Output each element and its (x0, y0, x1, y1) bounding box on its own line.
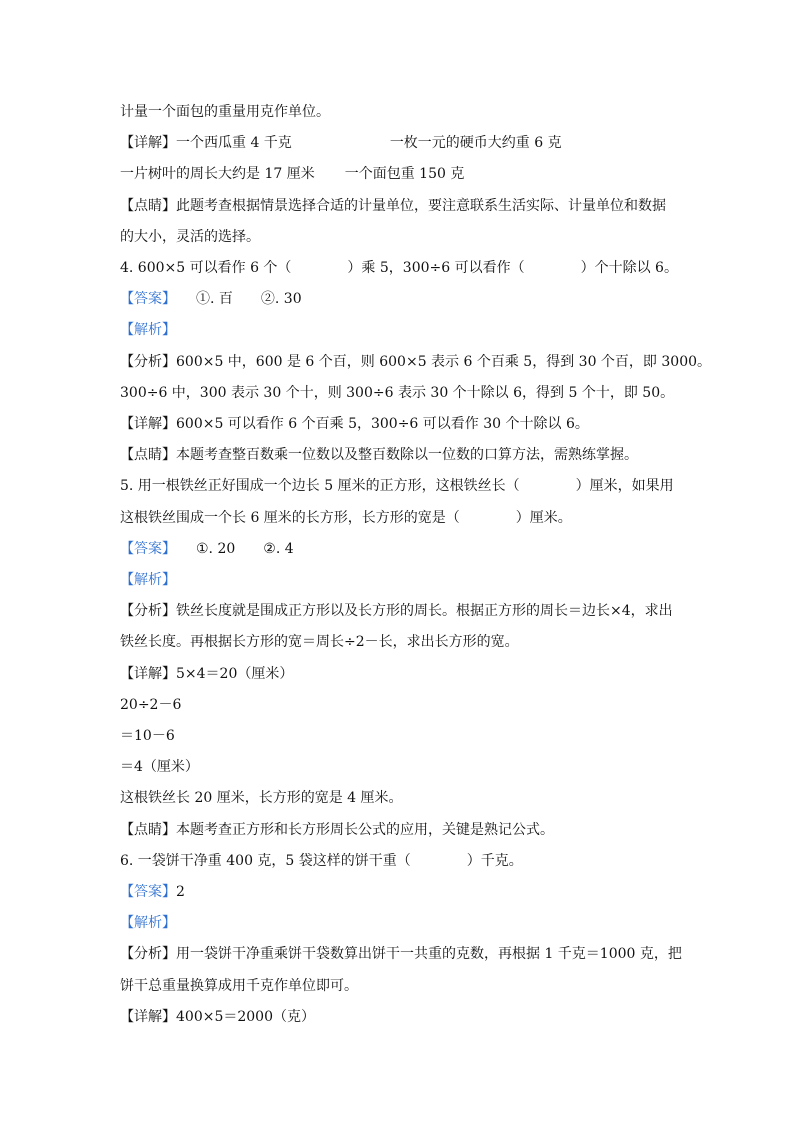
text-line: 铁丝长度。再根据长方形的宽＝周长÷2－长，求出长方形的宽。 (120, 634, 519, 650)
answer-value: ①. 百 ②. 30 (196, 291, 302, 307)
detail-text: 一枚一元的硬币大约重 6 克 (389, 135, 562, 151)
text-line: 300÷6 中，300 表示 30 个十，则 300÷6 表示 30 个十除以 6，得到 5 个十，即 50。 (120, 385, 675, 401)
calc-line: 20÷2－6 (120, 697, 182, 713)
analysis-label: 【解析】 (120, 572, 176, 588)
answer-value: 2 (176, 884, 185, 900)
text-line: 【详解】5×4＝20（厘米） (120, 666, 294, 682)
text-line: 【点睛】本题考查整百数乘一位数以及整百数除以一位数的口算方法，需熟练掌握。 (120, 447, 638, 463)
text-line: 饼干总重量换算成用千克作单位即可。 (120, 978, 358, 994)
detail-text: 【详解】一个西瓜重 4 千克 (120, 135, 292, 151)
text-line: 【分析】铁丝长度就是围成正方形以及长方形的周长。根据正方形的周长＝边长×4，求出 (120, 603, 673, 619)
calc-line: ＝10－6 (120, 728, 175, 744)
answer-line (120, 289, 680, 309)
question-5-cont: 这根铁丝围成一个长 6 厘米的长方形，长方形的宽是（ ）厘米。 (120, 510, 572, 526)
text-line: 的大小，灵活的选择。 (120, 229, 260, 245)
question-4: 4. 600×5 可以看作 6 个（ ）乘 5，300÷6 可以看作（ ）个十除以 6。 (120, 260, 678, 276)
answer-value: ①. 20 ②. 4 (196, 541, 294, 557)
answer-line (120, 539, 680, 559)
detail-text: 一个面包重 150 克 (344, 166, 465, 182)
text-line: 【点睛】此题考查根据情景选择合适的计量单位，要注意联系生活实际、计量单位和数据 (120, 198, 666, 214)
question-6: 6. 一袋饼干净重 400 克，5 袋这样的饼干重（ ）千克。 (120, 853, 523, 869)
answer-label: 【答案】 (120, 541, 176, 557)
text-line: 这根铁丝长 20 厘米，长方形的宽是 4 厘米。 (120, 790, 403, 806)
text-line: 【点睛】本题考查正方形和长方形周长公式的应用，关键是熟记公式。 (120, 822, 554, 838)
text-line (120, 164, 680, 184)
answer-line (120, 882, 680, 902)
analysis-label: 【解析】 (120, 915, 176, 931)
text-line (120, 133, 680, 153)
text-line: 【详解】400×5＝2000（克） (120, 1009, 315, 1025)
text-line: 计量一个面包的重量用克作单位。 (120, 104, 330, 120)
analysis-label: 【解析】 (120, 322, 176, 338)
text-line: 【分析】600×5 中，600 是 6 个百，则 600×5 表示 6 个百乘 5，得到 30 个百，即 3000。 (120, 354, 712, 370)
detail-text: 一片树叶的周长大约是 17 厘米 (120, 166, 315, 182)
text-line: 【详解】600×5 可以看作 6 个百乘 5，300÷6 可以看作 30 个十除以 6。 (120, 416, 589, 432)
question-5: 5. 用一根铁丝正好围成一个边长 5 厘米的正方形，这根铁丝长（ ）厘米，如果用 (120, 478, 674, 494)
calc-line: ＝4（厘米） (120, 759, 199, 775)
text-line: 【分析】用一袋饼干净重乘饼干袋数算出饼干一共重的克数，再根据 1 千克＝1000 克，把 (120, 946, 682, 962)
answer-label: 【答案】 (120, 291, 176, 307)
answer-label: 【答案】 (120, 884, 176, 900)
